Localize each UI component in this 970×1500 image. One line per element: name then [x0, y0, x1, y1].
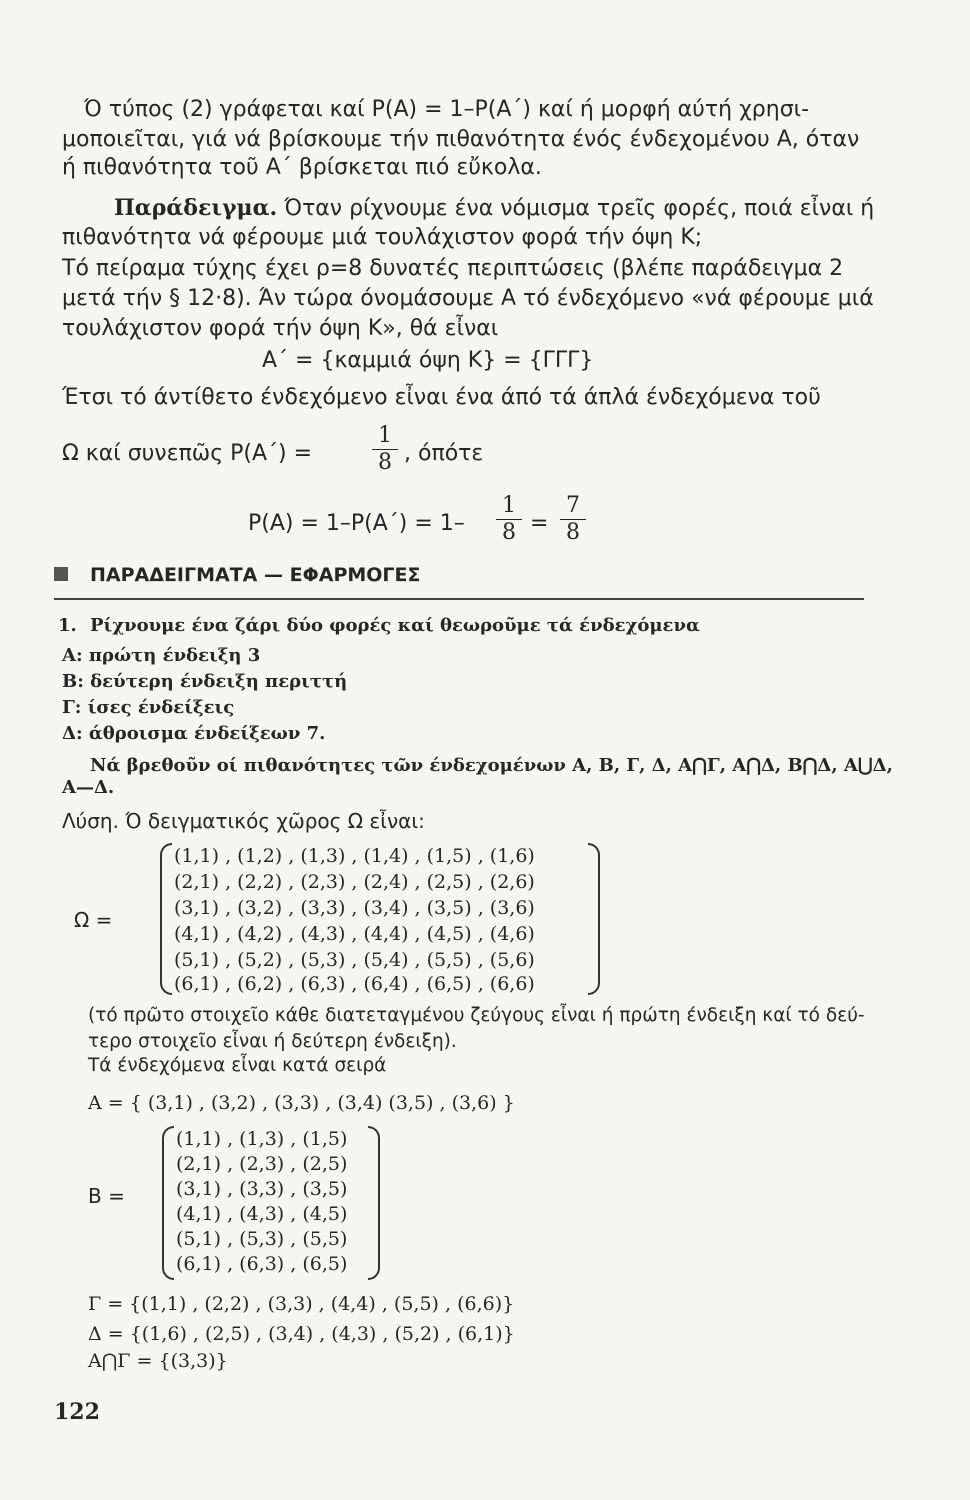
example-line-4: μετά τήν § 12·8). Άν τώρα όνομάσουμε Α τό ένδεχόμενο «νά φέρουμε μιά: [62, 286, 874, 311]
equals-sign: =: [530, 511, 549, 536]
omega-row-5: (5,1) , (5,2) , (5,3) , (5,4) , (5,5) , (5,6): [174, 949, 535, 971]
example-line-1-text: Όταν ρίχνουμε ένα νόμισμα τρεῖς φορές, ποιά εἶναι ή: [284, 196, 875, 221]
result-lhs: P(A) = 1–P(A΄) = 1–: [248, 511, 465, 536]
b-row-2: (2,1) , (2,3) , (2,5): [176, 1153, 348, 1175]
complement-definition: A΄ = {καμμιά όψη Κ} = {ΓΓΓ}: [262, 348, 594, 373]
event-a: Α: πρώτη ένδειξη 3: [62, 645, 261, 666]
page-number: 122: [54, 1399, 100, 1425]
note-line-1: (τό πρῶτο στοιχεῖο κάθε διατεταγμένου ζεύγους εἶναι ή πρώτη ένδειξη καί τό δεύ-: [88, 1005, 865, 1026]
b-row-5: (5,1) , (5,3) , (5,5): [176, 1228, 348, 1250]
set-a: Α = { (3,1) , (3,2) , (3,3) , (3,4) (3,5) , (3,6) }: [88, 1092, 515, 1114]
example-line-5: τουλάχιστον φορά τήν όψη Κ», θά εἶναι: [62, 316, 499, 341]
omega-row-3: (3,1) , (3,2) , (3,3) , (3,4) , (3,5) , (3,6): [174, 897, 535, 919]
example-line-1: [114, 194, 874, 223]
fraction-denominator: 8: [566, 520, 580, 545]
fraction-denominator: 8: [378, 450, 392, 475]
b-label: Β =: [88, 1184, 125, 1208]
solution-label: Λύση.: [62, 809, 119, 833]
note-line-3: Τά ένδεχόμενα εἶναι κατά σειρά: [88, 1055, 387, 1076]
example-line-2: πιθανότητα νά φέρουμε μιά τουλάχιστον φορά τήν όψη Κ;: [62, 225, 703, 250]
omega-right-brace: [588, 843, 600, 995]
section-rule: [54, 598, 864, 600]
b-row-4: (4,1) , (4,3) , (4,5): [176, 1203, 348, 1225]
note-line-2: τερο στοιχεῖο εἶναι ή δεύτερη ένδειξη).: [88, 1031, 457, 1052]
intro-line-2: μοποιεῖται, γιά νά βρίσκουμε τήν πιθανότητα ένός ένδεχομένου Α, όταν: [62, 127, 860, 152]
fraction-numerator: 1: [378, 423, 392, 448]
section-title: ΠΑΡΑΔΕΙΓΜΑΤΑ — ΕΦΑΡΜΟΓΕΣ: [90, 564, 421, 586]
fraction-seven-eighths: [560, 494, 586, 545]
intro-line-3: ή πιθανότητα τοῦ Α΄ βρίσκεται πιό εὔκολα.: [62, 155, 542, 180]
omega-label: Ω =: [74, 908, 113, 932]
example-line-3: Τό πείραμα τύχης έχει ρ=8 δυνατές περιπτώσεις (βλέπε παράδειγμα 2: [62, 256, 844, 281]
fraction-denominator: 8: [502, 520, 516, 545]
b-row-3: (3,1) , (3,3) , (3,5): [176, 1178, 348, 1200]
event-b: Β: δεύτερη ένδειξη περιττή: [62, 671, 348, 692]
fraction-numerator: 1: [502, 493, 516, 518]
b-right-brace: [368, 1126, 380, 1280]
exercise-statement: Ρίχνουμε ένα ζάρι δύο φορές καί θεωροῦμε τά ένδεχόμενα: [90, 615, 700, 636]
event-d: Δ: άθροισμα ένδείξεων 7.: [62, 723, 326, 744]
set-g: Γ = {(1,1) , (2,2) , (3,3) , (4,4) , (5,5) , (6,6)}: [88, 1293, 515, 1315]
exercise-question: Νά βρεθοῦν οί πιθανότητες τῶν ένδεχομένων Α, Β, Γ, Δ, Α⋂Γ, Α⋂Δ, Β⋂Δ, Α⋃Δ,: [90, 755, 893, 776]
omega-probability-text: Ω καί συνεπῶς P(A΄) =: [62, 441, 313, 466]
b-left-brace: [162, 1126, 174, 1280]
b-row-1: (1,1) , (1,3) , (1,5): [176, 1128, 348, 1150]
exercise-number: 1.: [58, 615, 77, 636]
b-row-6: (6,1) , (6,3) , (6,5): [176, 1253, 348, 1275]
set-d: Δ = {(1,6) , (2,5) , (3,4) , (4,3) , (5,2) , (6,1)}: [88, 1323, 515, 1345]
intro-line-1: Ό τύπος (2) γράφεται καί P(A) = 1–P(A΄) καί ή μορφή αύτή χρησι-: [84, 97, 810, 122]
omega-row-2: (2,1) , (2,2) , (2,3) , (2,4) , (2,5) , (2,6): [174, 871, 535, 893]
omega-row-6: (6,1) , (6,2) , (6,3) , (6,4) , (6,5) , (6,6): [174, 973, 535, 995]
fraction-one-eighth: [372, 424, 398, 475]
section-square-icon: [54, 567, 68, 581]
omega-row-4: (4,1) , (4,2) , (4,3) , (4,4) , (4,5) , (4,6): [174, 923, 535, 945]
example-line-after: Έτσι τό άντίθετο ένδεχόμενο εἶναι ένα άπό τά άπλά ένδεχόμενα τοῦ: [62, 385, 821, 410]
set-a-intersect-g: Α⋂Γ = {(3,3)}: [88, 1350, 228, 1372]
fraction-one-eighth-2: [496, 494, 522, 545]
fraction-numerator: 7: [566, 493, 580, 518]
omega-row-1: (1,1) , (1,2) , (1,3) , (1,4) , (1,5) , (1,6): [174, 845, 535, 867]
omega-left-brace: [160, 843, 172, 995]
event-g: Γ: ίσες ένδείξεις: [62, 697, 235, 718]
example-label: Παράδειγμα.: [114, 195, 278, 221]
solution-text: Ό δειγματικός χῶρος Ω εἶναι:: [125, 809, 425, 833]
then-word: , όπότε: [404, 441, 484, 466]
solution-line: [62, 807, 425, 835]
exercise-question-cont: Α—Δ.: [62, 777, 115, 798]
